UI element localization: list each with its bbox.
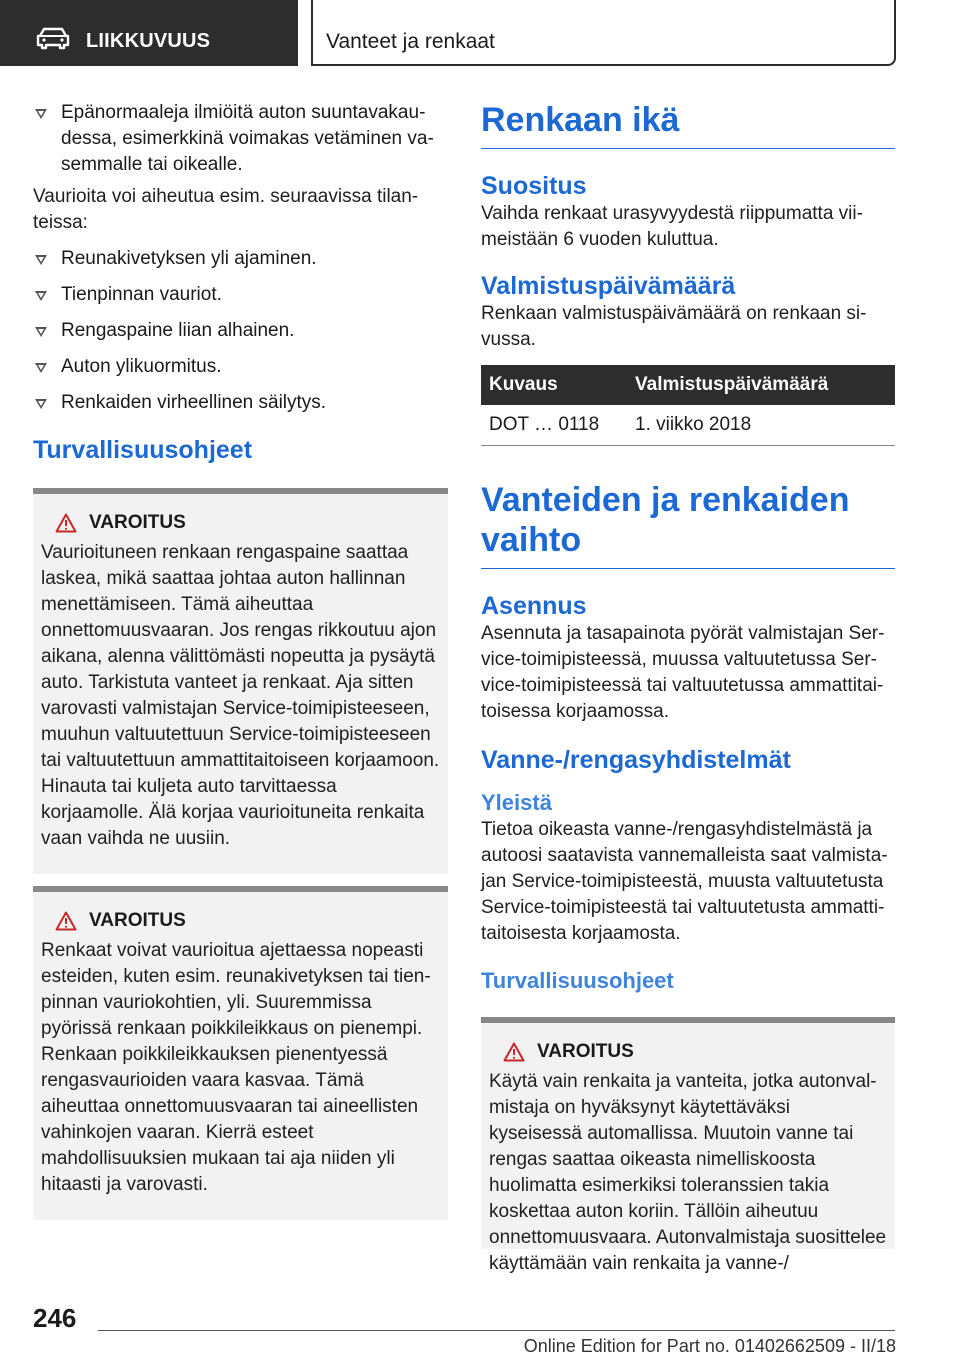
section-title: LIIKKUVUUS	[86, 30, 211, 52]
chapter-title: Vanteet ja renkaat	[326, 30, 495, 53]
table-header: Valmistuspäivämäärä	[627, 365, 895, 405]
edition-note: Online Edition for Part no. 01402662509 - II/18	[523, 1336, 896, 1356]
page-heading: Renkaan ikä	[481, 100, 895, 149]
list-item: Auton ylikuormitus.	[33, 354, 448, 380]
sub-heading: Suositus	[481, 172, 587, 200]
minor-heading: Yleistä	[481, 789, 552, 815]
table-header: Kuvaus	[481, 365, 627, 405]
list-item: Rengaspaine liian alhainen.	[33, 318, 448, 344]
warning-title: VAROITUS	[41, 908, 440, 934]
bullet-triangle-icon	[35, 291, 47, 301]
section-heading: Turvallisuusohjeet	[33, 436, 253, 464]
warning-title: VAROITUS	[489, 1039, 887, 1065]
warning-text: Käytä vain renkaita ja vanteita, jotka autonvalmistaja on hyväksynyt käytettäväksi kyseisessä automallissa. Muutoin vanne tai rengas saattaa oikeasta nimelliskoosta huolimatta esimerkiksi toleranssien takia koskettaa auton koriin. Tällöin aiheutuu onnettomuusvaara. Autonvalmistaja suosittelee käyttämään vain renkaita ja vanne-/	[489, 1070, 887, 1274]
warning-triangle-icon	[503, 1042, 525, 1062]
table-row	[481, 405, 895, 445]
date-table	[481, 365, 895, 446]
bullet-triangle-icon	[35, 363, 47, 373]
table-cell: 1. viikko 2018	[627, 405, 895, 445]
car-icon	[36, 27, 70, 49]
paragraph: Vaihda renkaat urasyvyydestä riippumatta viimeistään 6 vuoden kuluttua.	[481, 203, 863, 250]
right-column	[481, 100, 895, 1274]
paragraph: Tietoa oikeasta vanne-/rengasyhdistelmästä ja autoosi saatavista vannemalleista saat valmistajan Service-toimipisteestä, muusta valtuutetusta Service-toimipisteestä tai valtuutetusta ammattitaitoisesta korjaamosta.	[481, 818, 888, 944]
bullet-triangle-icon	[35, 327, 47, 337]
warning-text: Vaurioituneen renkaan rengaspaine saattaa laskea, mikä saattaa johtaa auton hallinnan menettämiseen. Tämä aiheuttaa onnettomuusvaaran. Jos rengas rikkoutuu ajon aikana, alenna välittömästi nopeutta ja pysäytä auto. Tarkistuta vanteet ja renkaat. Aja sitten varovasti valmistajan Service-toimipisteeseen, muuhun valtuutettuun Service-toimipisteeseen tai valtuutettuun ammattitaitoiseen korjaamoon. Hinauta tai kuljeta auto tarvittaessa korjaamolle. Älä korjaa vaurioituneita renkaita vaan vaihda ne uusiin.	[41, 542, 440, 849]
sub-heading: Asennus	[481, 591, 587, 620]
warning-title: VAROITUS	[41, 510, 440, 536]
table-cell: DOT … 0118	[481, 405, 627, 445]
bullet-triangle-icon	[35, 255, 47, 265]
sub-heading: Valmistuspäivämäärä	[481, 272, 736, 300]
paragraph: Renkaan valmistuspäivämäärä on renkaan sivussa.	[481, 303, 867, 350]
list-item: Tienpinnan vauriot.	[33, 282, 448, 308]
minor-heading: Turvallisuusohjeet	[481, 967, 674, 993]
header-section-tab	[0, 0, 298, 66]
warning-box	[33, 886, 448, 1220]
paragraph: Asennuta ja tasapainota pyörät valmistajan Service-toimipisteessä, muussa valtuutetussa Service-toimipisteessä tai valtuutetussa ammattitaitoisessa korjaamossa.	[481, 622, 885, 722]
sub-heading: Vanne-/rengasyhdistelmät	[481, 745, 791, 774]
warning-box	[33, 488, 448, 874]
footer-divider	[98, 1330, 895, 1331]
bullet-triangle-icon	[35, 109, 47, 119]
warning-text: Renkaat voivat vaurioitua ajettaessa nopeasti esteiden, kuten esim. reunakivetyksen tai tienpinnan vauriokohtien, yli. Suuremmissa pyörissä renkaan poikkileikkaus on pienempi. Renkaan poikkileikkauksen pienentyessä rengasvaurioiden vaara kasvaa. Tämä aiheuttaa onnettomuusvaaran tai aineellisten vahinkojen vaaran. Kierrä esteet mahdollisuuksien mukaan tai aja niiden yli hitaasti ja varovasti.	[41, 940, 431, 1195]
list-item: Renkaiden virheellinen säilytys.	[33, 390, 448, 416]
list-item: Reunakivetyksen yli ajaminen.	[33, 246, 448, 272]
paragraph: Vaurioita voi aiheutua esim. seuraavissa tilanteissa:	[33, 186, 419, 233]
warning-box	[481, 1017, 895, 1274]
page-number: 246	[33, 1303, 77, 1333]
page-heading: Vanteiden ja renkaiden vaihto	[481, 480, 895, 569]
warning-triangle-icon	[55, 911, 77, 931]
left-column	[33, 100, 448, 1220]
warning-triangle-icon	[55, 513, 77, 533]
bullet-triangle-icon	[35, 399, 47, 409]
list-item: Epänormaaleja ilmiöitä auton suuntavakaudessa, esimerkkinä voimakas vetäminen vasemmalle tai oikealle.	[33, 100, 448, 178]
